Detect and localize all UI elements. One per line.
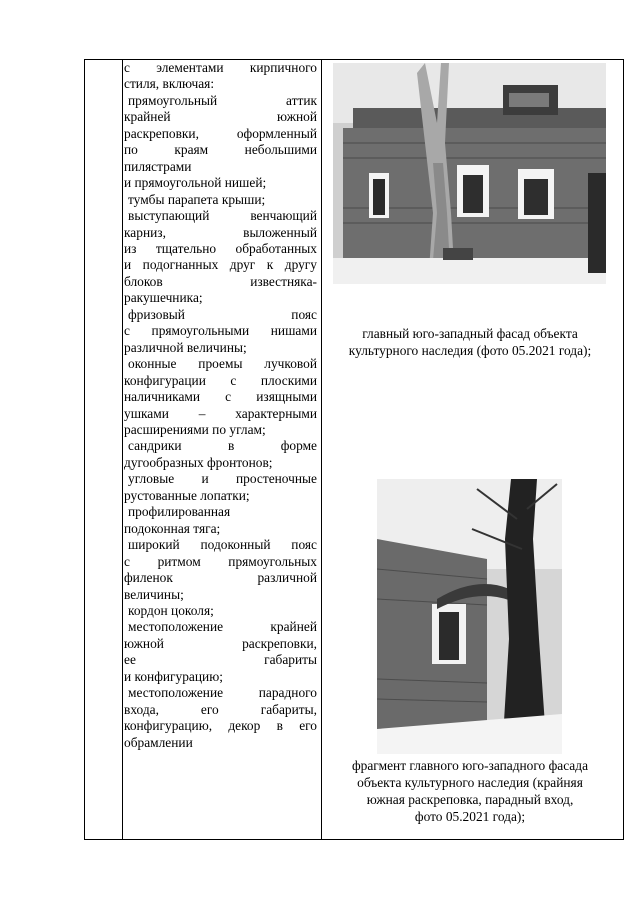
text-line: стиля, включая: — [124, 76, 215, 92]
text-line: наличниками с изящными — [124, 389, 317, 405]
text-line: сандрики в форме — [128, 438, 317, 454]
text-line: карниз, выложенный — [124, 224, 317, 240]
table-column-divider — [122, 60, 123, 839]
text-line: с ритмом прямоугольных — [124, 553, 317, 569]
text-line: по краям небольшими — [124, 142, 317, 158]
text-line: крайней южной — [124, 109, 317, 125]
facade-photo-caption — [328, 325, 612, 359]
text-line: южной раскреповки, — [124, 635, 317, 651]
text-line: профилированная — [128, 504, 231, 520]
text-line: ее габариты — [124, 652, 317, 668]
text-line: подоконная тяга; — [124, 520, 221, 536]
text-line: пилястрами — [124, 158, 192, 174]
caption-line: объекта культурного наследия (крайняя — [357, 775, 583, 790]
facade-photo — [333, 63, 606, 284]
text-line: конфигурацию, декор в его — [124, 718, 317, 734]
text-line: величины; — [124, 586, 184, 602]
text-line: выступающий венчающий — [128, 208, 317, 224]
text-line: различной величины; — [124, 339, 247, 355]
text-line: раскреповки, оформленный — [124, 125, 317, 141]
text-line: и прямоугольной нишей; — [124, 175, 267, 191]
text-line: тумбы парапета крыши; — [128, 191, 266, 207]
text-line: с элементами кирпичного — [124, 60, 317, 75]
caption-line: культурного наследия (фото 05.2021 года); — [348, 343, 592, 358]
entrance-photo-caption — [328, 757, 612, 825]
features-description — [124, 60, 317, 751]
text-line: прямоугольный аттик — [128, 92, 317, 108]
caption-line: фото 05.2021 года); — [414, 809, 526, 824]
text-line: ушками – характерными — [124, 405, 317, 421]
text-line: рустованные лопатки; — [124, 487, 250, 503]
text-line: фризовый пояс — [128, 306, 317, 322]
text-line: блоков известняка- — [124, 273, 317, 289]
text-line: обрамлении — [124, 734, 193, 750]
text-line: расширениями по углам; — [124, 421, 266, 437]
text-line: конфигурации с плоскими — [124, 372, 317, 388]
text-line: широкий подоконный пояс — [128, 537, 317, 553]
entrance-photo — [377, 479, 562, 754]
text-line: филенок различной — [124, 570, 317, 586]
text-line: угловые и простеночные — [128, 471, 317, 487]
text-line: с прямоугольными нишами — [124, 323, 317, 339]
text-line: ракушечника; — [124, 290, 203, 306]
text-line: кордон цоколя; — [128, 602, 214, 618]
text-line: оконные проемы лучковой — [128, 356, 317, 372]
caption-line: южная раскреповка, парадный вход, — [366, 792, 574, 807]
text-line: местоположение парадного — [128, 685, 317, 701]
text-line: дугообразных фронтонов; — [124, 454, 273, 470]
text-line: и конфигурацию; — [124, 668, 223, 684]
text-line: из тщательно обработанных — [124, 240, 317, 256]
text-line: входа, его габариты, — [124, 701, 317, 717]
caption-line: главный юго-западный фасад объекта — [362, 326, 578, 341]
table-column-divider — [321, 60, 322, 839]
text-line: местоположение крайней — [128, 619, 317, 635]
caption-line: фрагмент главного юго-западного фасада — [351, 758, 589, 773]
text-line: и подогнанных друг к другу — [124, 257, 317, 273]
